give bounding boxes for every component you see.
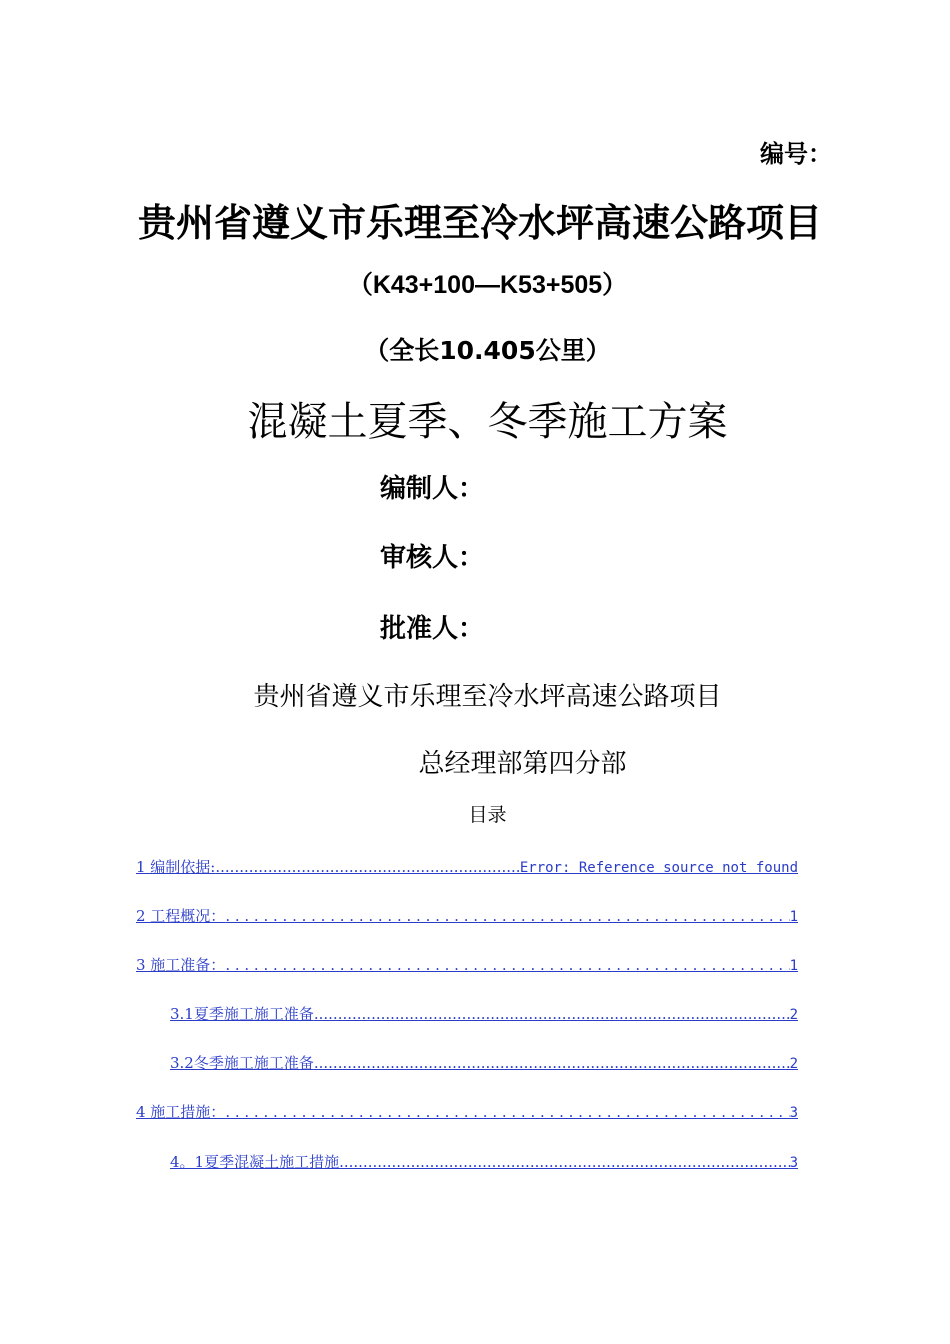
toc-entry-label: 4 施工措施： [136,1103,226,1121]
toc-entry-page: 2 [789,1056,798,1072]
toc-entry-page: 1 [789,958,798,974]
toc-leader-dots [314,1005,790,1023]
toc-leader-dots [215,858,519,876]
toc-leader-dots [314,1054,790,1072]
project-title: 贵州省遵义市乐理至冷水坪高速公路项目 [137,201,822,245]
toc-entry[interactable] [136,954,798,974]
toc-entry-label: 4。1夏季混凝土施工措施 [170,1153,340,1171]
organization-line-1: 贵州省遵义市乐理至冷水坪高速公路项目 [253,682,722,712]
toc-leader-dots [225,907,789,925]
toc-heading: 目录 [468,804,507,826]
toc-leader-dots [339,1153,789,1171]
compiler-label: 编制人： [380,474,485,504]
toc-entry-page: 2 [789,1007,798,1023]
km-range: （K43+100—K53+505） [347,271,628,299]
approver-label: 批准人： [380,614,485,644]
toc-entry-label: 2 工程概况： [136,907,226,925]
toc-entry-page: 3 [789,1105,798,1121]
toc-entry-page: 1 [789,909,798,925]
toc-leader-dots [225,1103,789,1121]
total-length: （全长10.405公里） [364,336,611,365]
toc-leader-dots [225,956,789,974]
toc-entry-label: 3 施工准备： [136,956,226,974]
toc-entry[interactable] [170,1003,798,1023]
toc-entry-label: 3.2冬季施工施工准备 [170,1054,314,1072]
serial-number-label: 编号： [760,140,832,168]
toc-entry[interactable] [136,856,798,876]
plan-title: 混凝土夏季、冬季施工方案 [247,399,728,445]
toc-entry[interactable] [136,1101,798,1121]
toc-entry-label: 3.1夏季施工施工准备 [170,1005,314,1023]
toc-entry[interactable] [136,905,798,925]
toc-entry-page: 3 [789,1155,798,1171]
toc-entry[interactable] [170,1151,798,1171]
toc-entry-page: Error: Reference source not found [519,860,798,876]
reviewer-label: 审核人： [380,543,485,573]
toc-entry[interactable] [170,1052,798,1072]
organization-line-2: 总经理部第四分部 [418,749,627,779]
toc-entry-label: 1 编制依据: [136,858,216,876]
